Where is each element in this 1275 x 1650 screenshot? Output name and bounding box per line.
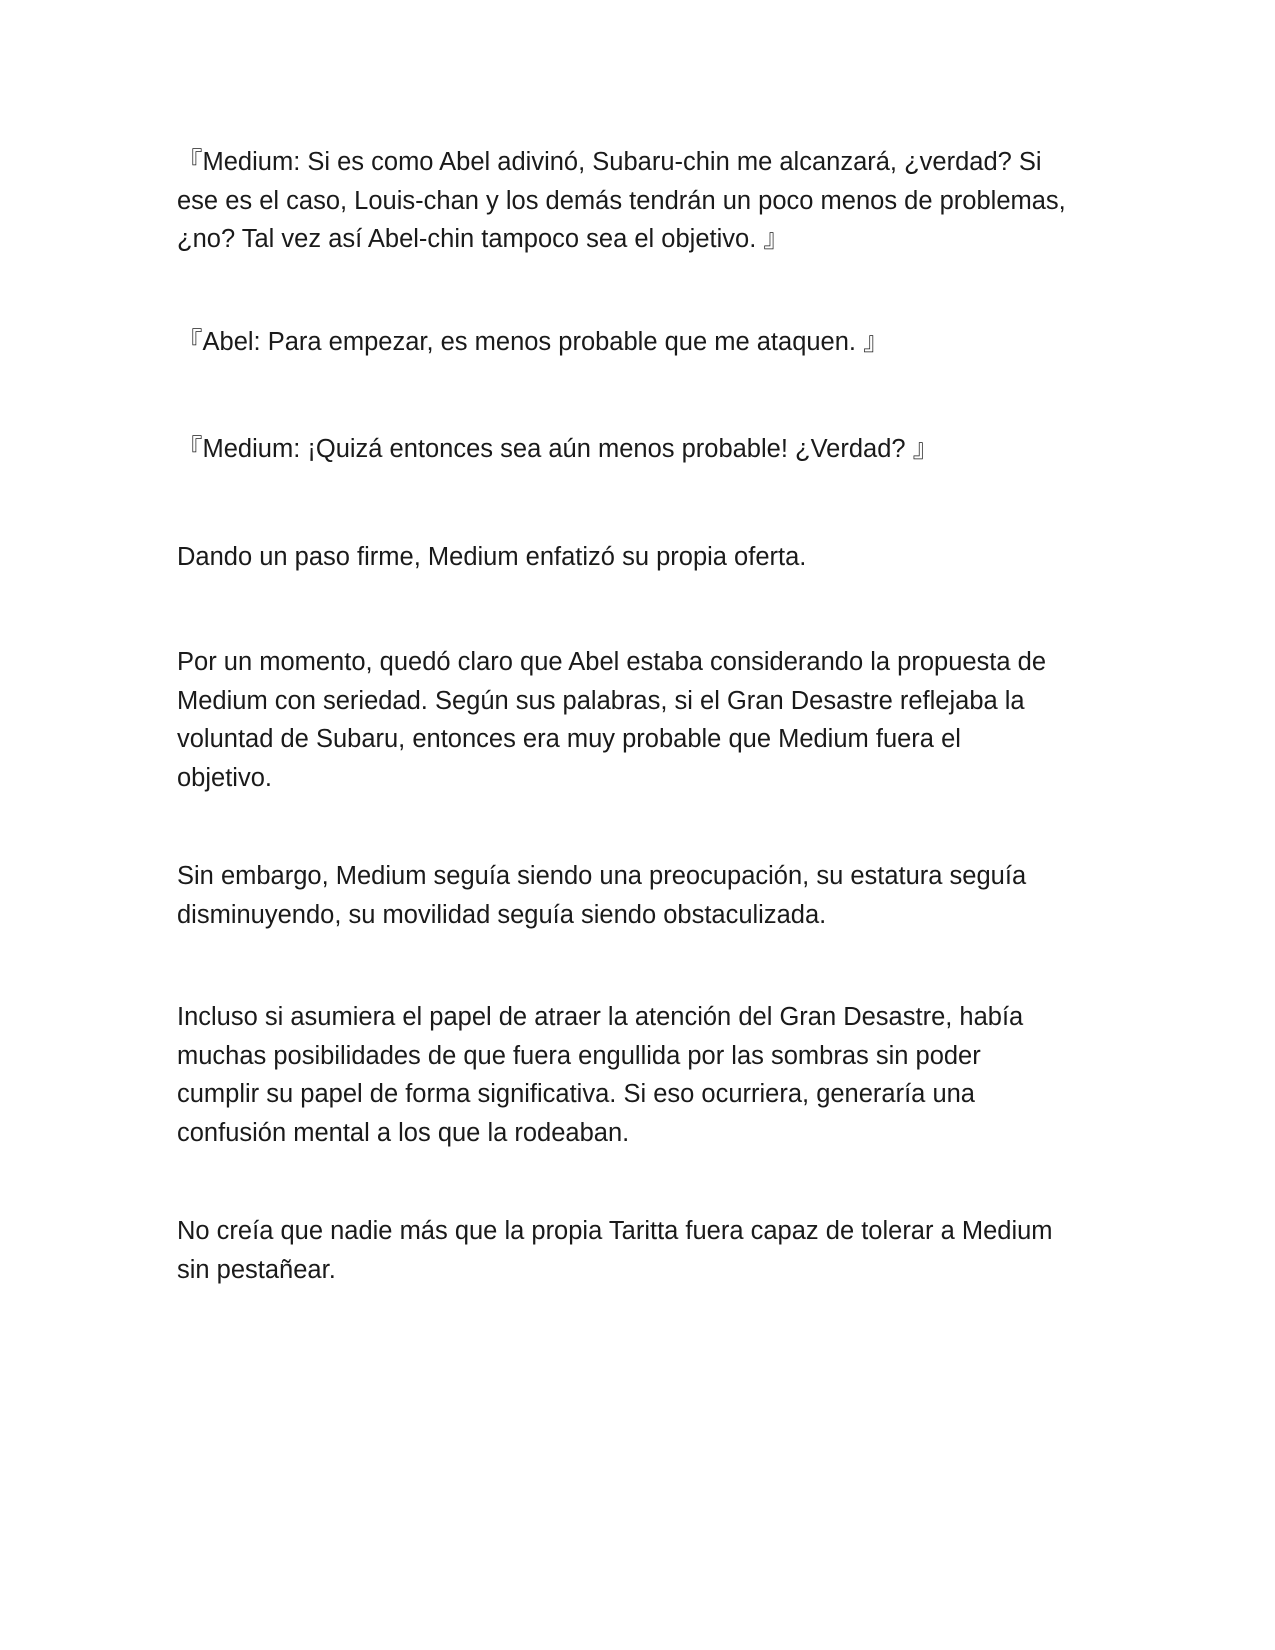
text-line: cumplir su papel de forma significativa. Si eso ocurriera, generaría una	[177, 1080, 975, 1108]
text-line: Por un momento, quedó claro que Abel estaba considerando la propuesta de	[177, 648, 1047, 676]
paragraph-narration-5	[177, 1212, 1117, 1289]
paragraph-abel-dialogue	[177, 323, 1117, 362]
text-line: objetivo.	[177, 763, 272, 792]
text-line: Dando un paso firme, Medium enfatizó su propia oferta.	[177, 543, 807, 571]
text-line: ese es el caso, Louis-chan y los demás tendrán un poco menos de problemas,	[177, 186, 1066, 215]
paragraph-narration-2	[177, 643, 1117, 797]
text-line: muchas posibilidades de que fuera engullida por las sombras sin poder	[177, 1041, 981, 1070]
text-line: No creía que nadie más que la propia Taritta fuera capaz de tolerar a Medium	[177, 1217, 1053, 1245]
text-line: disminuyendo, su movilidad seguía siendo obstaculizada.	[177, 900, 827, 929]
paragraph-medium-dialogue-2	[177, 430, 1117, 469]
text-line: Incluso si asumiera el papel de atraer la atención del Gran Desastre, había	[177, 1003, 1024, 1031]
text-line: 『Medium: ¡Quizá entonces sea aún menos probable! ¿Verdad? 』	[177, 435, 939, 463]
paragraph-narration-3	[177, 857, 1117, 934]
text-line: sin pestañear.	[177, 1255, 336, 1284]
paragraph-narration-1	[177, 538, 1117, 577]
text-line: 『Medium: Si es como Abel adivinó, Subaru-chin me alcanzará, ¿verdad? Si	[177, 148, 1042, 176]
paragraph-medium-dialogue-1	[177, 143, 1117, 259]
text-line: confusión mental a los que la rodeaban.	[177, 1118, 630, 1147]
text-line: ¿no? Tal vez así Abel-chin tampoco sea el objetivo. 』	[177, 225, 789, 253]
paragraph-narration-4	[177, 998, 1117, 1152]
text-line: Medium con seriedad. Según sus palabras, si el Gran Desastre reflejaba la	[177, 686, 1025, 715]
text-line: 『Abel: Para empezar, es menos probable que me ataquen. 』	[177, 328, 889, 356]
text-line: voluntad de Subaru, entonces era muy probable que Medium fuera el	[177, 725, 961, 753]
text-line: Sin embargo, Medium seguía siendo una preocupación, su estatura seguía	[177, 862, 1027, 890]
